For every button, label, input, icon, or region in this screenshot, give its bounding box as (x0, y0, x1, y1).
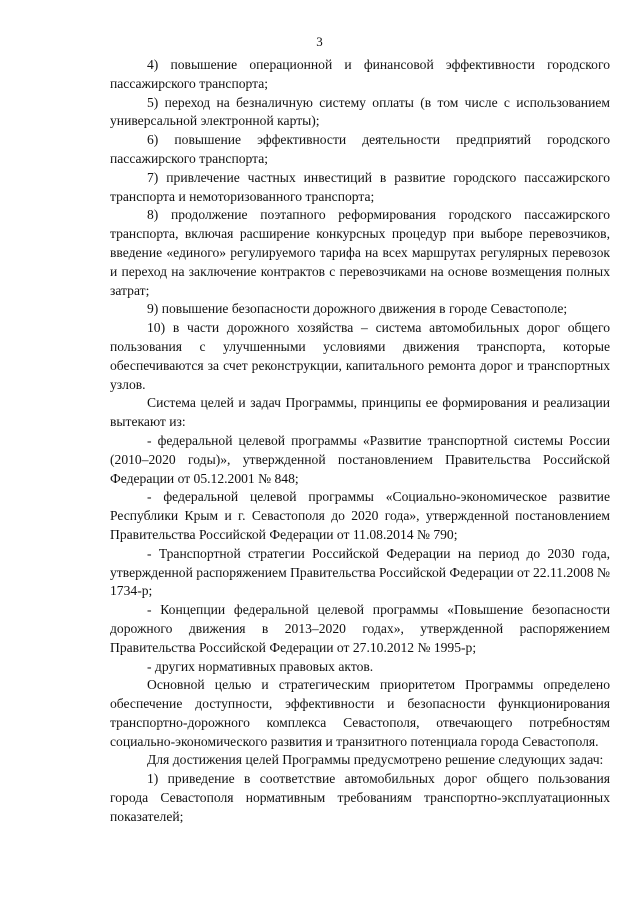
paragraph-item-7: 7) привлечение частных инвестиций в развитие городского пассажирского транспорта и немоторизованного транспорта; (110, 169, 610, 204)
paragraph-item-8: 8) продолжение поэтапного реформирования городского пассажирского транспорта, включая расширение конкурсных процедур при выборе перевозчиков, введение «единого» регулируемого тарифа на всех маршрутах регулярных перевозок и переход на заключение контрактов с перевозчиками на основе возмещения полных затрат; (110, 207, 610, 298)
paragraph-item-6: 6) повышение эффективности деятельности предприятий городского пассажирского транспорта; (110, 132, 610, 166)
paragraph-item-5: 5) переход на безналичную систему оплаты (в том числе с использованием универсальной электронной карты); (110, 94, 610, 129)
paragraph-source-transport-strategy: - Транспортной стратегии Российской Федерации на период до 2030 года, утвержденной распоряжением Правительства Российской Федерации от 22.11.2008 № 1734-р; (110, 545, 611, 599)
paragraph-task-1: 1) приведение в соответствие автомобильных дорог общего пользования города Севастополя нормативным требованиям транспортно-эксплуатационных показателей; (110, 771, 610, 824)
paragraph-source-road-safety: - Концепции федеральной целевой программы «Повышение безопасности дорожного движения в 2013–2020 годах», утвержденной распоряжением Правительства Российской Федерации от 27.10.2012 № 1995-р; (110, 602, 610, 655)
document-body (110, 56, 610, 827)
paragraph-item-9: 9) повышение безопасности дорожного движения в городе Севастополе; (147, 301, 568, 317)
paragraph-source-fcp-crimea: - федеральной целевой программы «Социально-экономическое развитие Республики Крым и г. Севастополя до 2020 года», утвержденной постановлением Правительства Российской Федерации от 11.08.2014 № 790; (110, 489, 610, 542)
paragraph-item-4: 4) повышение операционной и финансовой эффективности городского пассажирского транспорта; (110, 57, 610, 91)
paragraph-item-10: 10) в части дорожного хозяйства – система автомобильных дорог общего пользования с улучшенными условиями движения транспорта, которые обеспечиваются за счет реконструкции, капитального ремонта дорог и транспортных узлов. (110, 320, 610, 392)
paragraph-source-fcp-transport: - федеральной целевой программы «Развитие транспортной системы России (2010–2020 годы)», утвержденной постановлением Правительства Российской Федерации от 05.12.2001 № 848; (110, 432, 610, 486)
paragraph-source-other: - других нормативных правовых актов. (147, 658, 374, 674)
paragraph-sources-intro: Система целей и задач Программы, принципы ее формирования и реализации вытекают из: (110, 395, 610, 430)
paragraph-main-goal: Основной целью и стратегическим приоритетом Программы определено обеспечение доступности, эффективности и безопасности функционирования транспортно-дорожного комплекса Севастополя, отвечающего потребностям социально-экономического развития и транзитного потенциала города Севастополя. (110, 677, 610, 749)
page-number: 3 (316, 34, 323, 49)
paragraph-tasks-intro: Для достижения целей Программы предусмотрено решение следующих задач: (147, 752, 604, 768)
